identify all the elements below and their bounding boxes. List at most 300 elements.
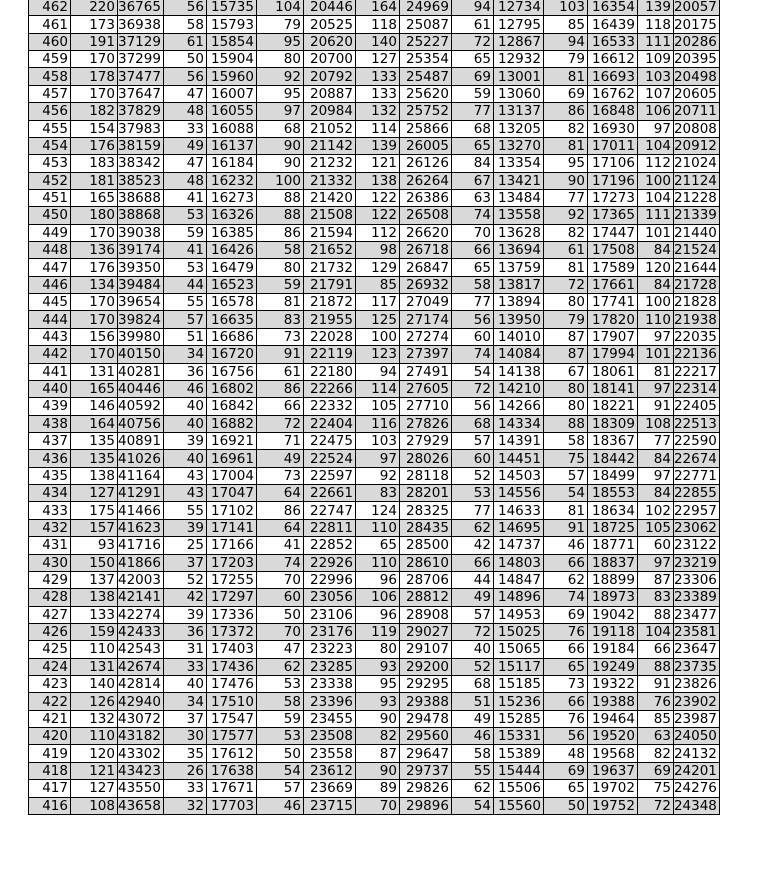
table-cell: 157: [71, 519, 118, 536]
table-cell: 461: [29, 16, 71, 33]
table-cell: 22028: [303, 328, 355, 345]
table-cell: 16137: [206, 137, 256, 154]
table-cell: 19388: [587, 693, 637, 710]
table-cell: 18442: [587, 450, 637, 467]
table-cell: 84: [637, 276, 673, 293]
table-cell: 39038: [118, 224, 164, 241]
table-cell: 57: [543, 467, 587, 484]
table-cell: 119: [355, 623, 399, 640]
table-cell: 26508: [399, 207, 451, 224]
table-cell: 122: [355, 207, 399, 224]
table-cell: 18309: [587, 415, 637, 432]
table-row: [29, 103, 720, 120]
table-row: [29, 606, 720, 623]
table-cell: 21524: [673, 242, 719, 259]
table-cell: 25752: [399, 103, 451, 120]
table-cell: 16921: [206, 432, 256, 449]
table-cell: 52: [163, 571, 206, 588]
table-cell: 39174: [118, 242, 164, 259]
table-cell: 20175: [673, 16, 719, 33]
table-cell: 23612: [303, 762, 355, 779]
table-cell: 106: [355, 589, 399, 606]
table-cell: 18221: [587, 398, 637, 415]
table-cell: 87: [355, 745, 399, 762]
table-cell: 17403: [206, 641, 256, 658]
table-cell: 438: [29, 415, 71, 432]
table-cell: 419: [29, 745, 71, 762]
table-cell: 73: [543, 676, 587, 693]
table-cell: 74: [451, 346, 493, 363]
table-row: [29, 398, 720, 415]
table-cell: 97: [256, 103, 303, 120]
table-cell: 86: [543, 103, 587, 120]
table-cell: 52: [451, 658, 493, 675]
table-cell: 42940: [118, 693, 164, 710]
table-cell: 29027: [399, 623, 451, 640]
table-cell: 24348: [673, 797, 719, 814]
table-cell: 18973: [587, 589, 637, 606]
table-cell: 41026: [118, 450, 164, 467]
table-cell: 14503: [493, 467, 543, 484]
table-cell: 66: [256, 398, 303, 415]
table-cell: 95: [543, 155, 587, 172]
table-cell: 458: [29, 68, 71, 85]
table-cell: 62: [543, 571, 587, 588]
table-cell: 86: [256, 380, 303, 397]
table-cell: 22926: [303, 554, 355, 571]
table-cell: 16802: [206, 380, 256, 397]
table-cell: 22217: [673, 363, 719, 380]
table-cell: 24276: [673, 780, 719, 797]
table-cell: 17820: [587, 311, 637, 328]
table-cell: 26: [163, 762, 206, 779]
table-cell: 89: [355, 780, 399, 797]
table-cell: 20808: [673, 120, 719, 137]
table-cell: 14266: [493, 398, 543, 415]
table-cell: 22747: [303, 502, 355, 519]
table-cell: 21124: [673, 172, 719, 189]
table-cell: 139: [637, 0, 673, 16]
table-cell: 22524: [303, 450, 355, 467]
table-cell: 16533: [587, 33, 637, 50]
table-cell: 64: [256, 485, 303, 502]
table-cell: 16439: [587, 16, 637, 33]
table-cell: 424: [29, 658, 71, 675]
table-cell: 17638: [206, 762, 256, 779]
table-cell: 58: [256, 242, 303, 259]
table-cell: 170: [71, 224, 118, 241]
table-cell: 22957: [673, 502, 719, 519]
table-cell: 53: [451, 485, 493, 502]
table-cell: 17297: [206, 589, 256, 606]
table-cell: 106: [637, 103, 673, 120]
table-cell: 17273: [587, 189, 637, 206]
table-cell: 44: [163, 276, 206, 293]
table-cell: 15389: [493, 745, 543, 762]
table-cell: 27929: [399, 432, 451, 449]
table-cell: 67: [451, 172, 493, 189]
table-cell: 90: [355, 762, 399, 779]
table-cell: 12734: [493, 0, 543, 16]
table-cell: 18899: [587, 571, 637, 588]
table-cell: 17994: [587, 346, 637, 363]
table-cell: 46: [256, 797, 303, 814]
table-cell: 91: [637, 398, 673, 415]
table-cell: 26264: [399, 172, 451, 189]
table-cell: 80: [256, 51, 303, 68]
table-cell: 48: [543, 745, 587, 762]
table-cell: 27826: [399, 415, 451, 432]
table-cell: 16426: [206, 242, 256, 259]
table-row: [29, 519, 720, 536]
table-cell: 178: [71, 68, 118, 85]
table-cell: 40281: [118, 363, 164, 380]
table-cell: 13001: [493, 68, 543, 85]
table-cell: 23176: [303, 623, 355, 640]
table-cell: 437: [29, 432, 71, 449]
table-cell: 95: [355, 676, 399, 693]
table-row: [29, 676, 720, 693]
table-cell: 126: [71, 693, 118, 710]
table-cell: 63: [451, 189, 493, 206]
table-cell: 23558: [303, 745, 355, 762]
table-cell: 31: [163, 641, 206, 658]
table-cell: 17703: [206, 797, 256, 814]
table-cell: 19568: [587, 745, 637, 762]
table-cell: 80: [256, 259, 303, 276]
table-cell: 20446: [303, 0, 355, 16]
table-cell: 146: [71, 398, 118, 415]
table-cell: 37829: [118, 103, 164, 120]
table-row: [29, 762, 720, 779]
table-cell: 23122: [673, 537, 719, 554]
table-cell: 140: [71, 676, 118, 693]
table-cell: 68: [451, 676, 493, 693]
table-cell: 46: [451, 728, 493, 745]
table-cell: 95: [256, 33, 303, 50]
table-cell: 53: [163, 259, 206, 276]
table-cell: 61: [256, 363, 303, 380]
table-cell: 37983: [118, 120, 164, 137]
table-cell: 28435: [399, 519, 451, 536]
table-cell: 83: [637, 589, 673, 606]
table-cell: 17589: [587, 259, 637, 276]
table-cell: 176: [71, 137, 118, 154]
table-cell: 150: [71, 554, 118, 571]
table-cell: 118: [637, 16, 673, 33]
table-cell: 110: [355, 554, 399, 571]
table-cell: 440: [29, 380, 71, 397]
table-cell: 22590: [673, 432, 719, 449]
table-cell: 25354: [399, 51, 451, 68]
table-cell: 71: [256, 432, 303, 449]
table-cell: 41: [163, 189, 206, 206]
table-row: [29, 155, 720, 172]
table-cell: 103: [543, 0, 587, 16]
table-row: [29, 172, 720, 189]
table-cell: 61: [163, 33, 206, 50]
table-row: [29, 16, 720, 33]
table-cell: 58: [163, 16, 206, 33]
table-cell: 18061: [587, 363, 637, 380]
table-cell: 16184: [206, 155, 256, 172]
table-row: [29, 276, 720, 293]
table-cell: 138: [71, 467, 118, 484]
table-cell: 428: [29, 589, 71, 606]
table-cell: 427: [29, 606, 71, 623]
table-cell: 55: [163, 294, 206, 311]
table-cell: 26718: [399, 242, 451, 259]
table-cell: 79: [256, 16, 303, 33]
table-cell: 82: [543, 224, 587, 241]
table-cell: 22475: [303, 432, 355, 449]
table-cell: 15506: [493, 780, 543, 797]
table-cell: 447: [29, 259, 71, 276]
table-cell: 92: [355, 467, 399, 484]
table-cell: 16232: [206, 172, 256, 189]
table-row: [29, 589, 720, 606]
table-cell: 22597: [303, 467, 355, 484]
table-cell: 16635: [206, 311, 256, 328]
table-cell: 429: [29, 571, 71, 588]
table-cell: 76: [543, 623, 587, 640]
table-cell: 80: [543, 294, 587, 311]
table-cell: 37: [163, 710, 206, 727]
table-row: [29, 658, 720, 675]
table-cell: 24201: [673, 762, 719, 779]
table-cell: 16354: [587, 0, 637, 16]
table-cell: 16578: [206, 294, 256, 311]
table-cell: 58: [256, 693, 303, 710]
table-cell: 12795: [493, 16, 543, 33]
table-cell: 18725: [587, 519, 637, 536]
table-cell: 53: [256, 676, 303, 693]
table-cell: 28201: [399, 485, 451, 502]
table-cell: 29560: [399, 728, 451, 745]
table-cell: 110: [71, 641, 118, 658]
table-cell: 20498: [673, 68, 719, 85]
table-cell: 19322: [587, 676, 637, 693]
table-cell: 17508: [587, 242, 637, 259]
table-row: [29, 207, 720, 224]
table-cell: 21955: [303, 311, 355, 328]
table-cell: 16848: [587, 103, 637, 120]
table-cell: 17907: [587, 328, 637, 345]
table-cell: 21652: [303, 242, 355, 259]
table-cell: 40: [163, 398, 206, 415]
table-cell: 73: [256, 328, 303, 345]
table-cell: 16693: [587, 68, 637, 85]
table-cell: 14695: [493, 519, 543, 536]
table-cell: 17447: [587, 224, 637, 241]
table-cell: 42433: [118, 623, 164, 640]
table-cell: 27710: [399, 398, 451, 415]
table-cell: 450: [29, 207, 71, 224]
table-cell: 92: [256, 68, 303, 85]
table-cell: 23508: [303, 728, 355, 745]
table-cell: 28325: [399, 502, 451, 519]
table-cell: 191: [71, 33, 118, 50]
table-cell: 72: [451, 623, 493, 640]
table-cell: 14803: [493, 554, 543, 571]
table-cell: 140: [355, 33, 399, 50]
table-cell: 443: [29, 328, 71, 345]
table-cell: 39654: [118, 294, 164, 311]
table-cell: 14210: [493, 380, 543, 397]
table-cell: 66: [543, 693, 587, 710]
table-row: [29, 432, 720, 449]
table-cell: 36: [163, 623, 206, 640]
table-cell: 59: [163, 224, 206, 241]
table-cell: 41716: [118, 537, 164, 554]
table-cell: 23396: [303, 693, 355, 710]
table-row: [29, 189, 720, 206]
table-cell: 129: [355, 259, 399, 276]
table-cell: 83: [256, 311, 303, 328]
table-cell: 17671: [206, 780, 256, 797]
table-cell: 28118: [399, 467, 451, 484]
table-cell: 17336: [206, 606, 256, 623]
table-cell: 63: [637, 728, 673, 745]
table-cell: 25866: [399, 120, 451, 137]
table-cell: 19042: [587, 606, 637, 623]
table-cell: 57: [451, 606, 493, 623]
table-cell: 43658: [118, 797, 164, 814]
table-cell: 425: [29, 641, 71, 658]
table-cell: 69: [543, 85, 587, 102]
table-cell: 180: [71, 207, 118, 224]
table-cell: 36: [163, 363, 206, 380]
table-cell: 421: [29, 710, 71, 727]
table-cell: 23223: [303, 641, 355, 658]
table-cell: 453: [29, 155, 71, 172]
table-cell: 165: [71, 380, 118, 397]
table-cell: 20984: [303, 103, 355, 120]
table-cell: 60: [637, 537, 673, 554]
table-cell: 420: [29, 728, 71, 745]
table-cell: 16882: [206, 415, 256, 432]
table-row: [29, 502, 720, 519]
table-row: [29, 311, 720, 328]
table-cell: 82: [637, 745, 673, 762]
table-cell: 68: [256, 120, 303, 137]
table-cell: 17255: [206, 571, 256, 588]
table-row: [29, 137, 720, 154]
table-cell: 20912: [673, 137, 719, 154]
table-cell: 93: [355, 693, 399, 710]
table-cell: 39: [163, 519, 206, 536]
table-cell: 65: [451, 137, 493, 154]
table-cell: 110: [355, 519, 399, 536]
table-cell: 43072: [118, 710, 164, 727]
table-cell: 17196: [587, 172, 637, 189]
table-cell: 416: [29, 797, 71, 814]
table-cell: 37647: [118, 85, 164, 102]
table-cell: 50: [256, 745, 303, 762]
table-cell: 20525: [303, 16, 355, 33]
table-cell: 14737: [493, 537, 543, 554]
table-cell: 84: [637, 450, 673, 467]
table-cell: 111: [637, 33, 673, 50]
table-cell: 127: [71, 780, 118, 797]
table-cell: 35: [163, 745, 206, 762]
table-cell: 23477: [673, 606, 719, 623]
table-cell: 90: [256, 137, 303, 154]
table-cell: 66: [451, 554, 493, 571]
table-cell: 39: [163, 606, 206, 623]
table-cell: 19464: [587, 710, 637, 727]
table-cell: 14633: [493, 502, 543, 519]
table-cell: 49: [163, 137, 206, 154]
table-cell: 21872: [303, 294, 355, 311]
table-cell: 123: [355, 346, 399, 363]
table-cell: 164: [355, 0, 399, 16]
table-cell: 20057: [673, 0, 719, 16]
table-cell: 19637: [587, 762, 637, 779]
table-cell: 435: [29, 467, 71, 484]
table-cell: 15735: [206, 0, 256, 16]
table-cell: 16273: [206, 189, 256, 206]
table-cell: 90: [355, 710, 399, 727]
table-cell: 37: [163, 554, 206, 571]
table-cell: 418: [29, 762, 71, 779]
table-cell: 52: [451, 467, 493, 484]
table-cell: 33: [163, 780, 206, 797]
table-cell: 460: [29, 33, 71, 50]
table-cell: 156: [71, 328, 118, 345]
table-cell: 17047: [206, 485, 256, 502]
table-cell: 66: [637, 641, 673, 658]
table-cell: 19118: [587, 623, 637, 640]
table-cell: 22771: [673, 467, 719, 484]
table-cell: 159: [71, 623, 118, 640]
table-cell: 88: [543, 415, 587, 432]
table-cell: 22136: [673, 346, 719, 363]
table-cell: 20395: [673, 51, 719, 68]
table-cell: 22996: [303, 571, 355, 588]
table-cell: 82: [355, 728, 399, 745]
table-cell: 15285: [493, 710, 543, 727]
table-cell: 17612: [206, 745, 256, 762]
table-cell: 15904: [206, 51, 256, 68]
table-cell: 88: [256, 189, 303, 206]
table-cell: 164: [71, 415, 118, 432]
table-row: [29, 0, 720, 16]
table-cell: 16385: [206, 224, 256, 241]
table-cell: 15025: [493, 623, 543, 640]
table-cell: 23826: [673, 676, 719, 693]
table-cell: 19702: [587, 780, 637, 797]
table-cell: 65: [543, 780, 587, 797]
table-cell: 33: [163, 120, 206, 137]
table-cell: 14556: [493, 485, 543, 502]
table-cell: 88: [637, 606, 673, 623]
table-cell: 40592: [118, 398, 164, 415]
table-cell: 48: [163, 103, 206, 120]
table-row: [29, 33, 720, 50]
table-cell: 91: [256, 346, 303, 363]
table-cell: 16326: [206, 207, 256, 224]
table-cell: 18553: [587, 485, 637, 502]
table-cell: 165: [71, 189, 118, 206]
table-cell: 28812: [399, 589, 451, 606]
table-cell: 13205: [493, 120, 543, 137]
table-cell: 134: [71, 276, 118, 293]
table-cell: 80: [543, 380, 587, 397]
table-cell: 42141: [118, 589, 164, 606]
table-cell: 455: [29, 120, 71, 137]
table-cell: 170: [71, 311, 118, 328]
